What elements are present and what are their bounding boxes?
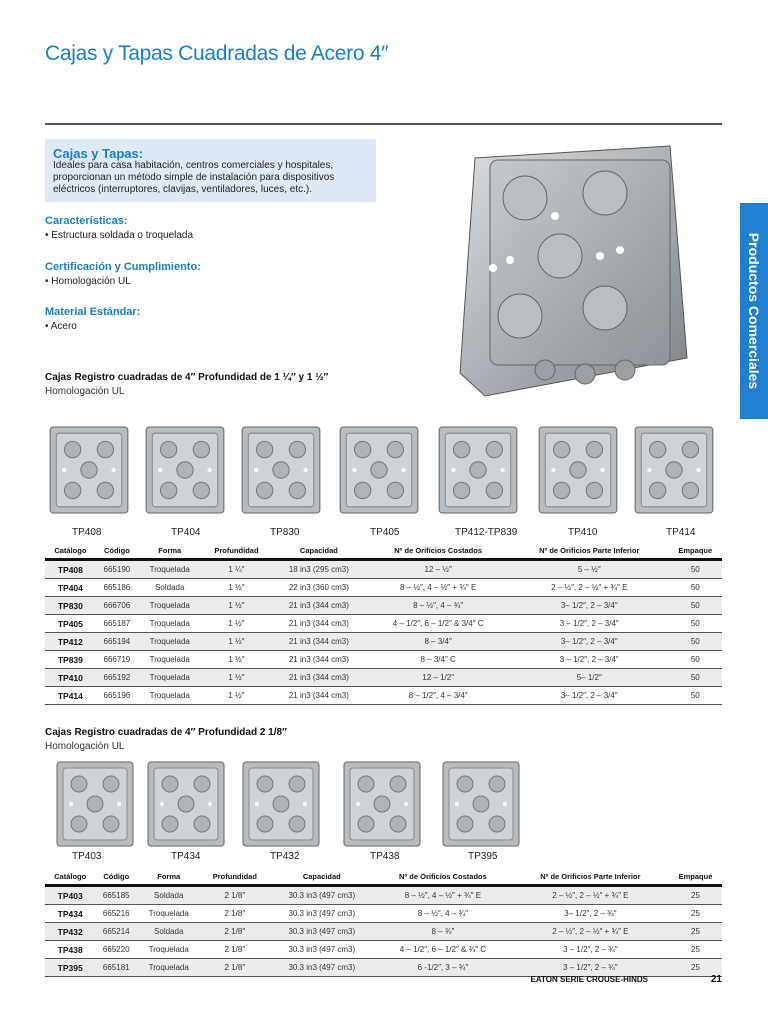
section1-thumb-label: TP412-TP839 [455, 527, 518, 538]
column-header: Nº de Orificios Parte Inferior [512, 869, 669, 886]
table-cell: 21 in3 (344 cm3) [271, 615, 366, 633]
table-row [45, 651, 722, 669]
table-cell: 21 in3 (344 cm3) [271, 669, 366, 687]
table-cell: 25 [669, 941, 722, 959]
section1-box-image-tp414 [633, 425, 715, 520]
table-cell: 8 – ½″, 4 – ¾″ [366, 597, 510, 615]
table-cell: 1 ½″ [202, 579, 272, 597]
section2-table [45, 869, 722, 977]
section1-thumb-label: TP404 [171, 527, 201, 538]
section1-heading: Cajas Registro cuadradas de 4″ Profundidad de 1 ¼″ y 1 ½″ [45, 372, 329, 383]
intro-text: Ideales para casa habitación, centros comerciales y hospitales, proporcionan un método simple de instalación para dispositivos eléctricos (interruptores, clavijas, ventiladores, luces, etc.). [53, 160, 335, 195]
table-cell: 665185 [95, 886, 137, 905]
table-cell: 50 [669, 669, 722, 687]
table-cell: 8 – ½″, 4 – ¾″ [374, 905, 512, 923]
table-cell: TP434 [45, 905, 95, 923]
table-cell: TP414 [45, 687, 96, 705]
title-divider [45, 123, 722, 125]
table-cell: 50 [669, 579, 722, 597]
column-header: Nº de Orificios Costados [366, 543, 510, 560]
table-cell: 25 [669, 923, 722, 941]
table-cell: 2 1/8″ [200, 941, 269, 959]
table-cell: 3– 1/2″, 2 – 3/4″ [510, 633, 669, 651]
table-row [45, 615, 722, 633]
table-row [45, 579, 722, 597]
table-cell: 1 ½″ [202, 615, 272, 633]
features-heading: Características: [45, 215, 128, 227]
table-cell: Troquelada [137, 941, 200, 959]
section2-subheading: Homologación UL [45, 741, 125, 752]
section1-box-image-tp830 [240, 425, 322, 520]
table-cell: Troquelada [138, 687, 202, 705]
section1-box-image-tp404 [144, 425, 226, 520]
table-cell: 5– 1/2″ [510, 669, 669, 687]
table-cell: 2 – ½″, 2 – ½″ + ¾″ E [510, 579, 669, 597]
table-cell: 50 [669, 651, 722, 669]
table-cell: 1 ½″ [202, 669, 272, 687]
table-cell: 21 in3 (344 cm3) [271, 651, 366, 669]
table-cell: 6 -1/2″, 3 – ¾″ [374, 959, 512, 977]
section2-box-image-tp438 [342, 760, 422, 853]
column-header: Código [95, 869, 137, 886]
table-cell: 50 [669, 633, 722, 651]
column-header: Capacidad [271, 543, 366, 560]
section1-subheading: Homologación UL [45, 386, 125, 397]
table-row [45, 597, 722, 615]
table-cell: 25 [669, 959, 722, 977]
table-cell: Troquelada [137, 959, 200, 977]
table-cell: 21 in3 (344 cm3) [271, 633, 366, 651]
table-row [45, 941, 722, 959]
table-cell: 30.3 in3 (497 cm3) [269, 959, 374, 977]
table-row [45, 905, 722, 923]
table-row [45, 959, 722, 977]
table-cell: 3 – 1/2″, 2 – ¾″ [512, 959, 669, 977]
column-header: Capacidad [269, 869, 374, 886]
table-cell: 4 – 1/2″, 6 – 1/2″ & 3/4″ C [366, 615, 510, 633]
section1-box-image-tp410 [537, 425, 619, 520]
section2-box-image-tp395 [441, 760, 521, 853]
column-header: Catálogo [45, 543, 96, 560]
side-tab-label: Productos Comerciales [746, 232, 762, 390]
table-cell: TP410 [45, 669, 96, 687]
column-header: Profundidad [202, 543, 272, 560]
column-header: Nº de Orificios Parte Inferior [510, 543, 669, 560]
table-cell: 22 in3 (360 cm3) [271, 579, 366, 597]
table-cell: 30.3 in3 (497 cm3) [269, 923, 374, 941]
section1-box-image-tp405 [338, 425, 420, 520]
table-cell: 18 in3 (295 cm3) [271, 560, 366, 579]
section1-thumb-label: TP405 [370, 527, 400, 538]
table-cell: 8 – ½″, 4 – ½″ + ¾″ E [374, 886, 512, 905]
table-cell: Soldada [137, 923, 200, 941]
page-title: Cajas y Tapas Cuadradas de Acero 4″ [45, 42, 389, 65]
section2-thumb-label: TP403 [72, 851, 102, 862]
table-cell: 2 – ½″, 2 – ½″ + ¾″ E [512, 923, 669, 941]
section1-thumb-label: TP414 [666, 527, 696, 538]
table-cell: 665190 [96, 560, 138, 579]
table-row [45, 687, 722, 705]
section2-box-image-tp432 [241, 760, 321, 853]
table-cell: 30.3 in3 (497 cm3) [269, 886, 374, 905]
certification-heading: Certificación y Cumplimiento: [45, 261, 201, 273]
section1-thumb-label: TP410 [568, 527, 598, 538]
table-cell: 12 – ½″ [366, 560, 510, 579]
column-header: Catálogo [45, 869, 95, 886]
table-cell: Troquelada [138, 669, 202, 687]
table-cell: Troquelada [137, 905, 200, 923]
table-cell: 665220 [95, 941, 137, 959]
table-row [45, 923, 722, 941]
table-cell: 3– 1/2″, 2 – 3/4″ [510, 597, 669, 615]
section2-box-image-tp434 [146, 760, 226, 853]
section1-table [45, 543, 722, 705]
square-box-large-image [455, 138, 690, 400]
table-cell: 2 1/8″ [200, 905, 269, 923]
section2-box-image-tp403 [55, 760, 135, 853]
table-row [45, 886, 722, 905]
section1-box-image-tp412-tp839 [437, 425, 519, 520]
table-cell: 50 [669, 687, 722, 705]
table-cell: 2 – ½″, 2 – ½″ + ¾″ E [512, 886, 669, 905]
column-header: Nº de Orificios Costados [374, 869, 512, 886]
table-cell: 12 – 1/2″ [366, 669, 510, 687]
table-cell: 666719 [96, 651, 138, 669]
section2-thumb-label: TP395 [468, 851, 498, 862]
table-cell: 2 1/8″ [200, 959, 269, 977]
table-cell: 50 [669, 597, 722, 615]
features-bullet: • Estructura soldada o troquelada [45, 230, 194, 241]
table-cell: 1 ¼″ [202, 560, 272, 579]
table-cell: 3 – 1/2″, 2 – ¾″ [512, 941, 669, 959]
side-tab [740, 203, 768, 419]
table-cell: 25 [669, 905, 722, 923]
table-cell: Troquelada [138, 615, 202, 633]
table-cell: 665196 [96, 687, 138, 705]
table-cell: 1 ½″ [202, 687, 272, 705]
intro-heading: Cajas y Tapas: [53, 146, 144, 161]
table-cell: 665181 [95, 959, 137, 977]
table-cell: 50 [669, 615, 722, 633]
column-header: Forma [137, 869, 200, 886]
table-cell: TP438 [45, 941, 95, 959]
footer-brand: EATON SERIE CROUSE-HINDS [530, 975, 648, 984]
table-cell: 8 – ¾″ [374, 923, 512, 941]
table-cell: 8 – 1/2″, 4 – 3/4″ [366, 687, 510, 705]
table-cell: Troquelada [138, 597, 202, 615]
column-header: Empaque [669, 869, 722, 886]
table-cell: 665216 [95, 905, 137, 923]
table-cell: 1 ½″ [202, 597, 272, 615]
table-cell: 8 – ½″, 4 – ½″ + ¾″ E [366, 579, 510, 597]
table-cell: 2 1/8″ [200, 886, 269, 905]
table-cell: 8 – 3/4″ C [366, 651, 510, 669]
table-cell: 3 – 1/2″, 2 – 3/4″ [510, 651, 669, 669]
table-cell: TP839 [45, 651, 96, 669]
table-cell: 4 – 1/2″, 6 – 1/2″ & ¾″ C [374, 941, 512, 959]
intro-box [45, 139, 376, 202]
page-number: 21 [710, 974, 722, 985]
table-cell: 665187 [96, 615, 138, 633]
table-cell: 25 [669, 886, 722, 905]
material-bullet: • Acero [45, 321, 77, 332]
section2-thumb-label: TP438 [370, 851, 400, 862]
table-cell: TP403 [45, 886, 95, 905]
table-cell: 3– 1/2″, 2 – 3/4″ [510, 687, 669, 705]
table-cell: 1 ½″ [202, 651, 272, 669]
column-header: Empaque [669, 543, 722, 560]
table-cell: 665214 [95, 923, 137, 941]
section1-thumb-label: TP408 [72, 527, 102, 538]
column-header: Código [96, 543, 138, 560]
section2-heading: Cajas Registro cuadradas de 4″ Profundidad 2 1/8″ [45, 727, 287, 738]
table-cell: 666706 [96, 597, 138, 615]
table-cell: 3 – 1/2″, 2 – 3/4″ [510, 615, 669, 633]
column-header: Profundidad [200, 869, 269, 886]
table-cell: TP432 [45, 923, 95, 941]
table-cell: TP408 [45, 560, 96, 579]
table-cell: 30.3 in3 (497 cm3) [269, 941, 374, 959]
table-cell: 3– 1/2″, 2 – ¾″ [512, 905, 669, 923]
material-heading: Material Estándar: [45, 306, 141, 318]
table-cell: Troquelada [138, 633, 202, 651]
table-cell: TP395 [45, 959, 95, 977]
table-cell: 50 [669, 560, 722, 579]
table-cell: 665192 [96, 669, 138, 687]
table-row [45, 669, 722, 687]
table-cell: TP405 [45, 615, 96, 633]
table-cell: Troquelada [138, 560, 202, 579]
table-row [45, 560, 722, 579]
table-cell: 21 in3 (344 cm3) [271, 687, 366, 705]
table-cell: TP830 [45, 597, 96, 615]
section1-thumb-label: TP830 [270, 527, 300, 538]
table-cell: Soldada [137, 886, 200, 905]
table-cell: 21 in3 (344 cm3) [271, 597, 366, 615]
table-cell: 2 1/8″ [200, 923, 269, 941]
table-cell: 665194 [96, 633, 138, 651]
certification-bullet: • Homologación UL [45, 276, 131, 287]
table-cell: 8 – 3/4″ [366, 633, 510, 651]
table-cell: 1 ½″ [202, 633, 272, 651]
table-cell: Soldada [138, 579, 202, 597]
table-cell: 665186 [96, 579, 138, 597]
table-cell: 30.3 in3 (497 cm3) [269, 905, 374, 923]
table-cell: TP404 [45, 579, 96, 597]
section2-thumb-label: TP432 [270, 851, 300, 862]
table-cell: 5 – ½″ [510, 560, 669, 579]
table-row [45, 633, 722, 651]
table-cell: TP412 [45, 633, 96, 651]
column-header: Forma [138, 543, 202, 560]
section2-thumb-label: TP434 [171, 851, 201, 862]
section1-box-image-tp408 [48, 425, 130, 520]
table-cell: Troquelada [138, 651, 202, 669]
